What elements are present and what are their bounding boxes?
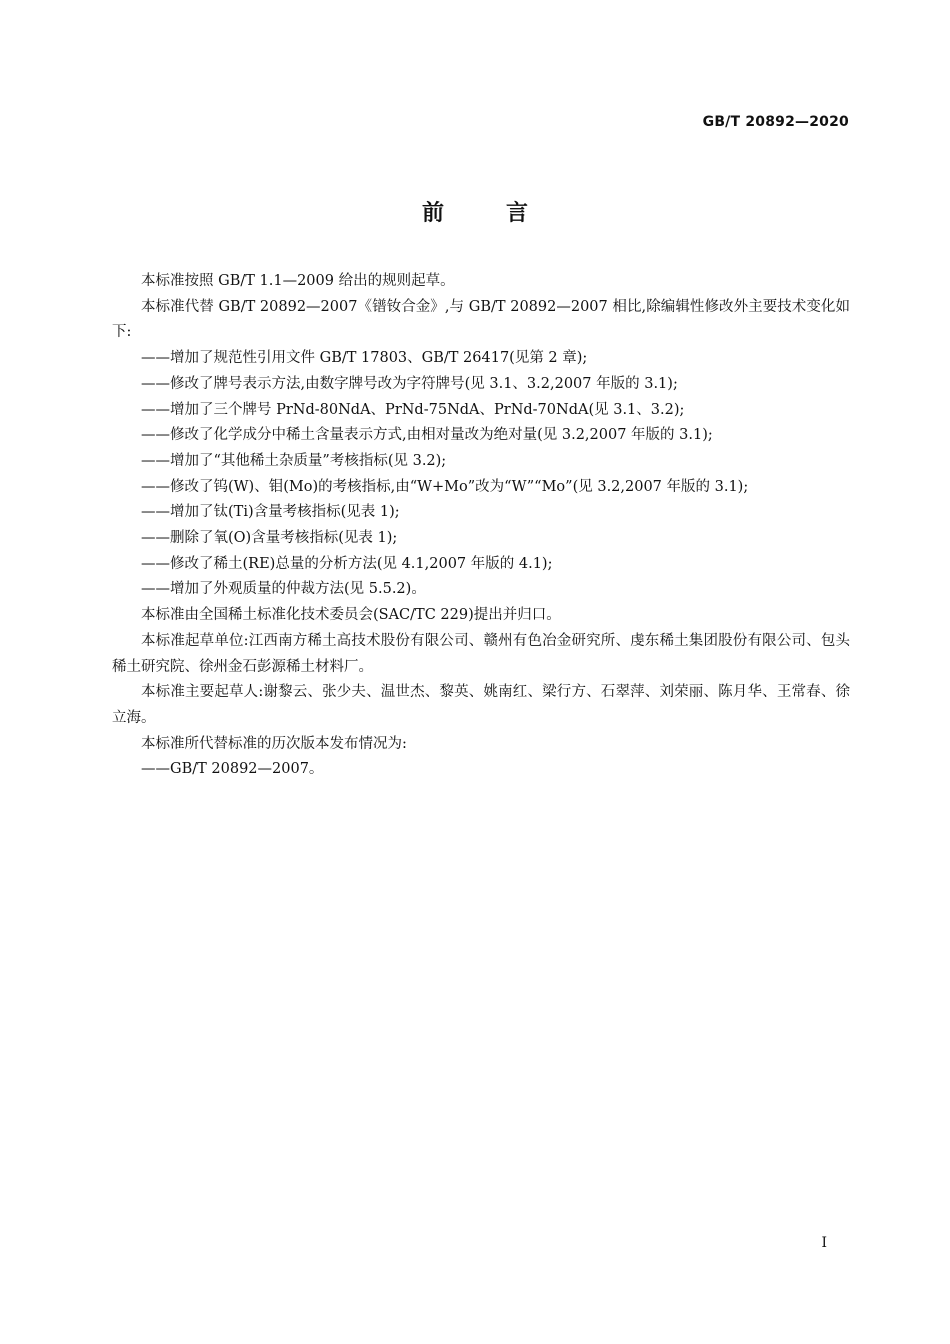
paragraph-proposer: 本标准由全国稀土标准化技术委员会(SAC/TC 229)提出并归口。 [141,607,561,624]
history-item: ——GB/T 20892—2007。 [141,761,324,778]
list-item: ——增加了钛(Ti)含量考核指标(见表 1); [141,504,400,521]
list-item: ——修改了稀土(RE)总量的分析方法(见 4.1,2007 年版的 4.1); [141,555,553,572]
paragraph-drafters: 本标准主要起草人:谢黎云、张少夫、温世杰、黎英、姚南红、梁行方、石翠萍、刘荣丽、陈月华、王常春、徐立海。 [112,684,850,726]
page-title: 前言 [421,201,590,226]
document-body [112,269,850,783]
paragraph-drafting-rules: 本标准按照 GB/T 1.1—2009 给出的规则起草。 [141,273,455,289]
page-number: I [821,1235,827,1251]
list-item: ——增加了三个牌号 PrNd-80NdA、PrNd-75NdA、PrNd-70NdA(见 3.1、3.2); [141,401,685,418]
list-item: ——增加了规范性引用文件 GB/T 17803、GB/T 26417(见第 2 章); [141,350,588,367]
list-item: ——删除了氧(O)含量考核指标(见表 1); [141,530,398,547]
paragraph-drafting-units: 本标准起草单位:江西南方稀土高技术股份有限公司、赣州有色冶金研究所、虔东稀土集团股份有限公司、包头稀土研究院、徐州金石彭源稀土材料厂。 [112,632,850,675]
list-item: ——增加了外观质量的仲裁方法(见 5.5.2)。 [141,581,426,598]
list-item: ——修改了牌号表示方法,由数字牌号改为字符牌号(见 3.1、3.2,2007 年版的 3.1); [141,375,678,392]
list-item: ——增加了“其他稀土杂质量”考核指标(见 3.2); [141,452,447,469]
list-item: ——修改了化学成分中稀土含量表示方式,由相对量改为绝对量(见 3.2,2007 年版的 3.1); [141,427,713,444]
list-item: ——修改了钨(W)、钼(Mo)的考核指标,由“W+Mo”改为“W”“Mo”(见 3.2,2007 年版的 3.1); [141,478,749,495]
paragraph-replacement: 本标准代替 GB/T 20892—2007《镨钕合金》,与 GB/T 20892—2007 相比,除编辑性修改外主要技术变化如下: [112,298,850,341]
paragraph-history-intro: 本标准所代替标准的历次版本发布情况为: [141,735,407,752]
standard-number: GB/T 20892—2020 [702,114,849,130]
